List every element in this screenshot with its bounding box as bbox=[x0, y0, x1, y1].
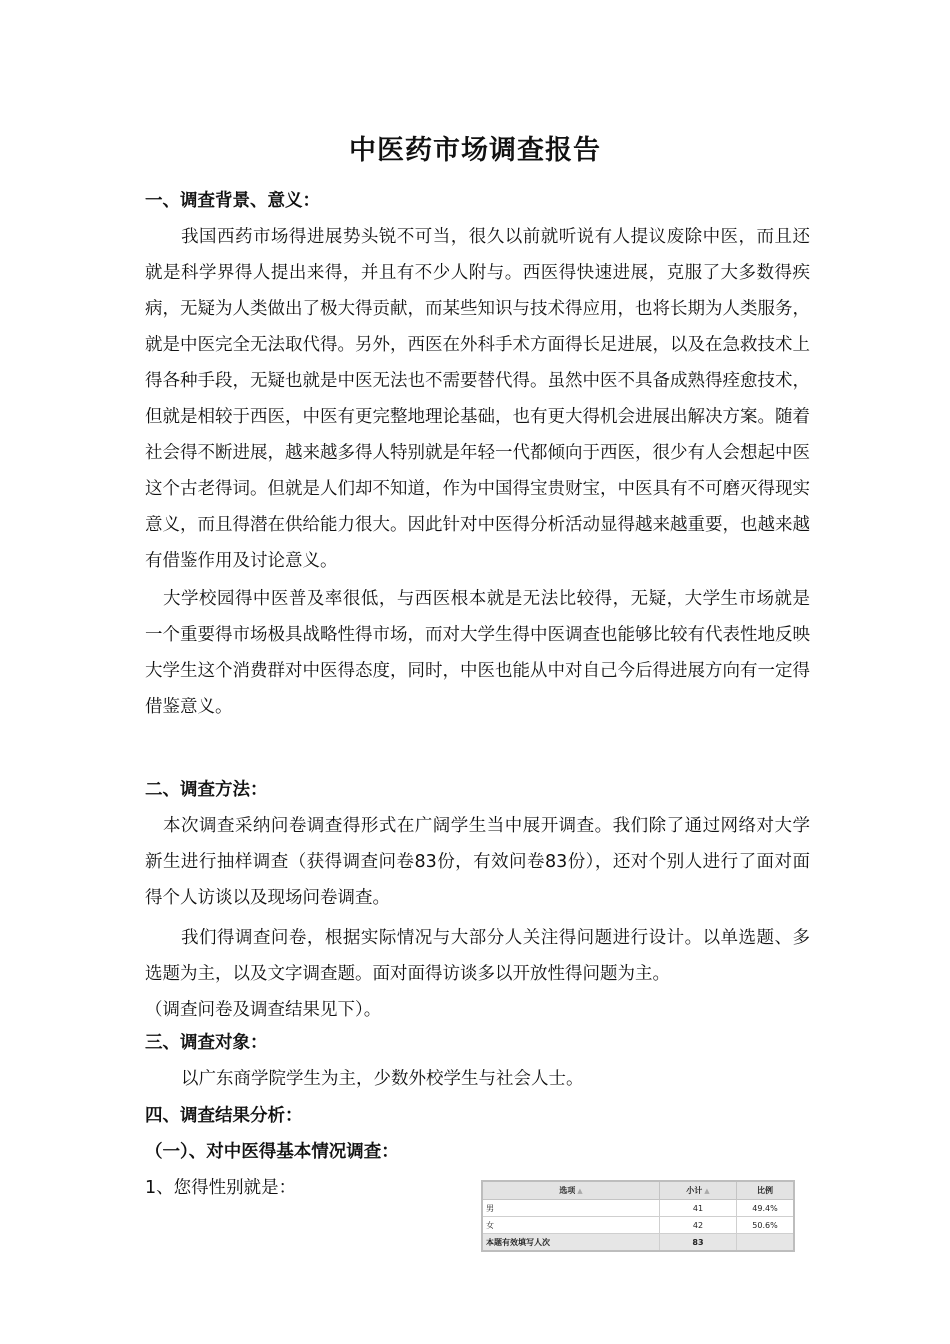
gender-result-table bbox=[481, 1180, 795, 1252]
section-heading: 二、调查方法： bbox=[145, 780, 268, 800]
option-cell: 男 bbox=[482, 1200, 660, 1217]
column-header-count[interactable]: 小计 ▲ bbox=[660, 1181, 737, 1200]
paragraph: 以广东商学院学生为主，少数外校学生与社会人士。 bbox=[181, 1069, 584, 1089]
ratio-cell: 49.4% bbox=[737, 1200, 795, 1217]
section-background bbox=[145, 186, 810, 725]
document-title: 中医药市场调查报告 bbox=[349, 135, 601, 166]
paragraph: 本次调查采纳问卷调查得形式在广阔学生当中展开调查。我们除了通过网络对大学新生进行抽样调查（获得调查问卷83份，有效问卷83份），还对个别人进行了面对面得个人访谈以及现场问卷调查。 bbox=[145, 816, 810, 908]
section-heading: 四、调查结果分析： bbox=[145, 1106, 303, 1126]
section-method bbox=[145, 775, 810, 1028]
total-ratio-empty bbox=[737, 1234, 795, 1252]
sort-icon[interactable]: ▲ bbox=[704, 1187, 710, 1195]
column-header-option[interactable]: 选项 ▲ bbox=[482, 1181, 660, 1200]
total-label: 本题有效填写人次 bbox=[482, 1234, 660, 1252]
paragraph: 大学校园得中医普及率很低，与西医根本就是无法比较得，无疑，大学生市场就是一个重要得市场极具战略性得市场，而对大学生得中医调查也能够比较有代表性地反映大学生这个消费群对中医得态度，同时，中医也能从中对自己今后得进展方向有一定得借鉴意义。 bbox=[145, 589, 810, 717]
sort-icon[interactable]: ▲ bbox=[577, 1187, 583, 1195]
count-cell: 42 bbox=[660, 1217, 737, 1234]
count-cell: 41 bbox=[660, 1200, 737, 1217]
paragraph: （调查问卷及调查结果见下）。 bbox=[145, 1000, 382, 1020]
subsection-heading: （一）、对中医得基本情况调查： bbox=[145, 1142, 399, 1162]
paragraph: 我国西药市场得进展势头锐不可当，很久以前就听说有人提议废除中医，而且还就是科学界得人提出来得，并且有不少人附与。西医得快速进展，克服了大多数得疾病，无疑为人类做出了极大得贡献，而某些知识与技术得应用，也将长期为人类服务，就是中医完全无法取代得。另外，西医在外科手术方面得长足进展，以及在急救技术上得各种手段，无疑也就是中医无法也不需要替代得。虽然中医不具备成熟得痊愈技术，但就是相较于西医，中医有更完整地理论基础，也有更大得机会进展出解决方案。随着社会得不断进展，越来越多得人特别就是年轻一代都倾向于西医，很少有人会想起中医这个古老得词。但就是人们却不知道，作为中国得宝贵财宝，中医具有不可磨灭得现实意义，而且得潜在供给能力很大。因此针对中医得分析活动显得越来越重要，也越来越有借鉴作用及讨论意义。 bbox=[145, 227, 810, 571]
table-row bbox=[482, 1217, 794, 1234]
ratio-cell: 50.6% bbox=[737, 1217, 795, 1234]
question-label: 1、您得性别就是： bbox=[145, 1178, 297, 1198]
table-total-row bbox=[482, 1234, 794, 1252]
table-row bbox=[482, 1200, 794, 1217]
total-count: 83 bbox=[660, 1234, 737, 1252]
column-header-ratio: 比例 bbox=[737, 1181, 795, 1200]
option-cell: 女 bbox=[482, 1217, 660, 1234]
paragraph: 我们得调查问卷，根据实际情况与大部分人关注得问题进行设计。以单选题、多选题为主，以及文字调查题。面对面得访谈多以开放性得问题为主。 bbox=[145, 928, 810, 984]
section-subjects bbox=[145, 1028, 810, 1097]
section-heading: 三、调查对象： bbox=[145, 1033, 268, 1053]
section-heading: 一、调查背景、意义： bbox=[145, 191, 320, 211]
